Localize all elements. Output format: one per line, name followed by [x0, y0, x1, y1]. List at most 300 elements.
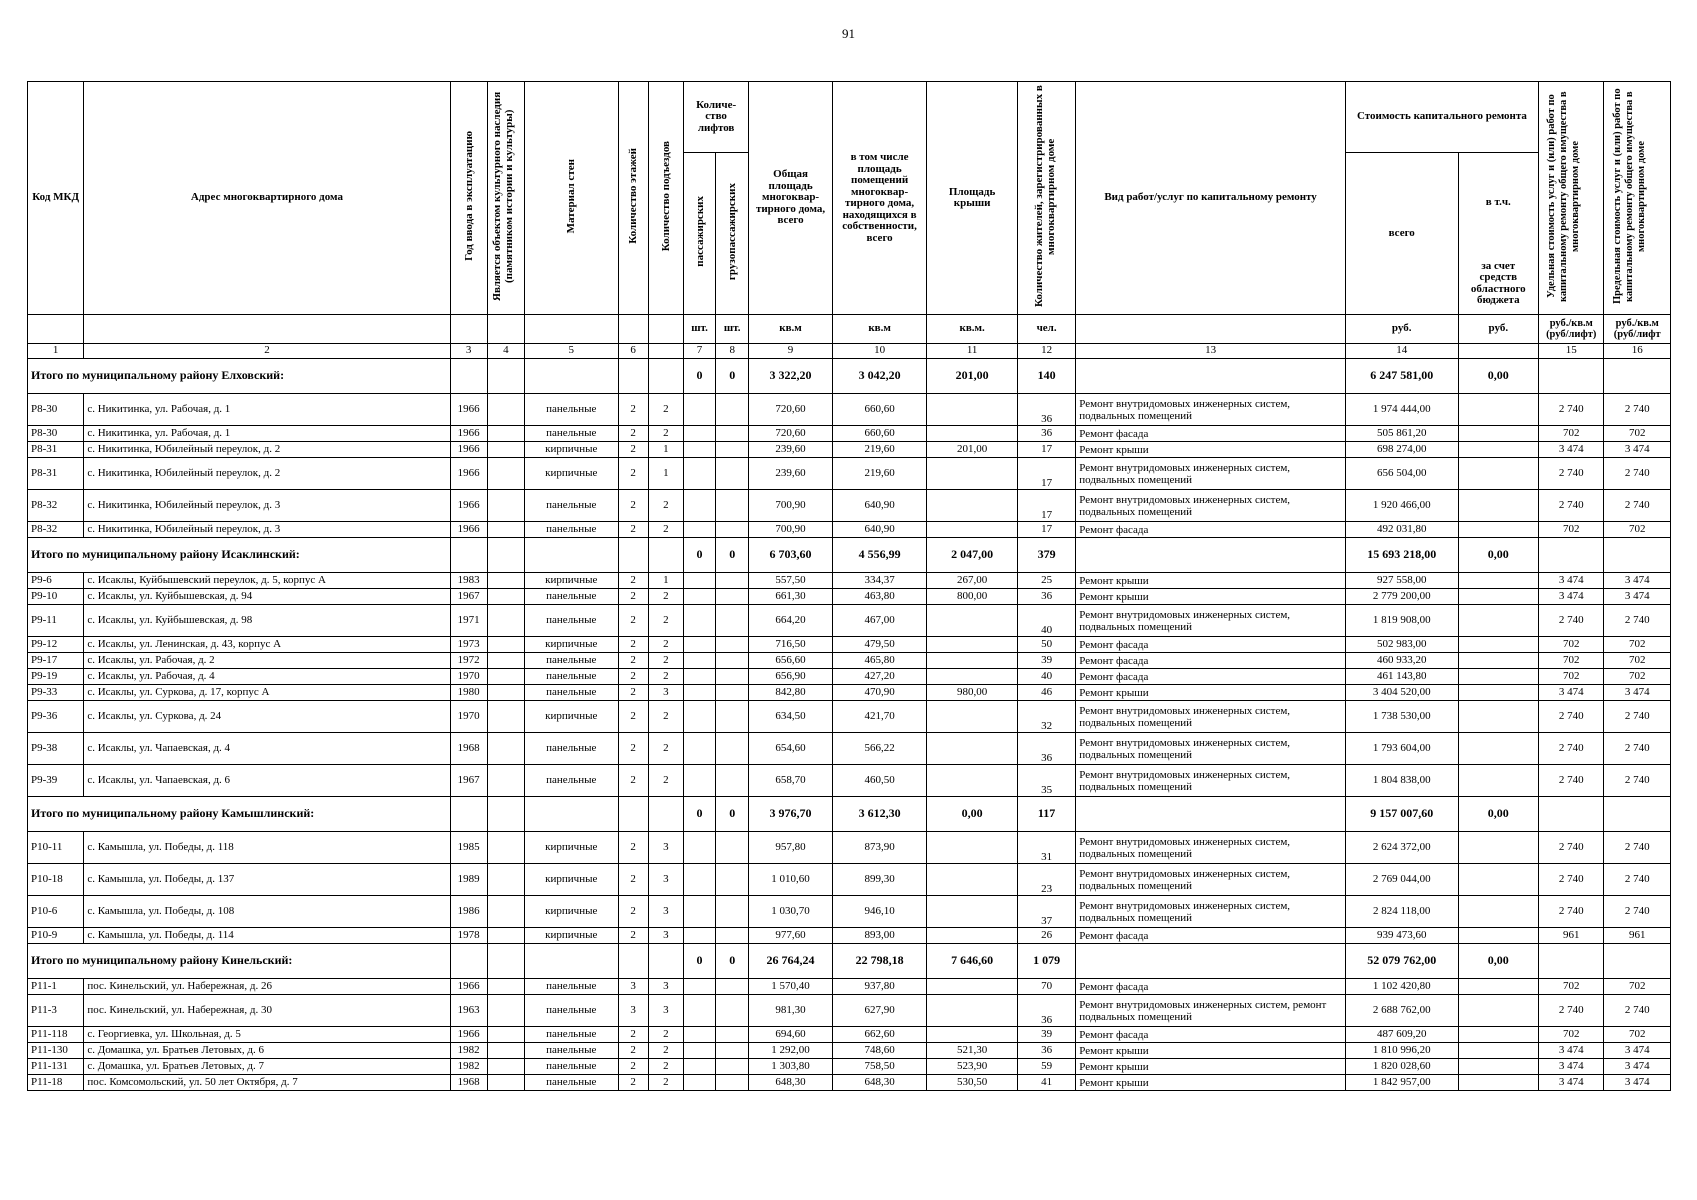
empty-cell [1076, 538, 1346, 573]
year: 1966 [450, 458, 487, 490]
mkd-code: Р8-30 [28, 394, 84, 426]
entrances: 3 [648, 864, 683, 896]
residents: 23 [1017, 864, 1075, 896]
total-regional: 0,00 [1458, 797, 1539, 832]
entrances: 2 [648, 1059, 683, 1075]
empty-cell [524, 538, 618, 573]
total-area: 6 703,60 [749, 538, 833, 573]
address: с. Никитинка, Юбилейный переулок, д. 3 [84, 490, 450, 522]
regional-cost [1458, 1027, 1539, 1043]
total-area: 26 764,24 [749, 944, 833, 979]
work-type: Ремонт крыши [1076, 1043, 1346, 1059]
mkd-code: Р11-130 [28, 1043, 84, 1059]
mkd-code: Р10-6 [28, 896, 84, 928]
cost: 1 804 838,00 [1345, 765, 1458, 797]
wall-material: панельные [524, 605, 618, 637]
year: 1966 [450, 442, 487, 458]
column-number: 2 [84, 344, 450, 359]
limit-cost: 2 740 [1604, 733, 1671, 765]
total-area: 3 322,20 [749, 359, 833, 394]
floors: 2 [618, 928, 648, 944]
heritage [487, 653, 524, 669]
residents: 70 [1017, 979, 1075, 995]
limit-cost: 2 740 [1604, 605, 1671, 637]
lifts-cargo [716, 995, 749, 1027]
total-area: 1 570,40 [749, 979, 833, 995]
address: с. Камышла, ул. Победы, д. 114 [84, 928, 450, 944]
limit-cost: 702 [1604, 653, 1671, 669]
year: 1985 [450, 832, 487, 864]
column-number: 4 [487, 344, 524, 359]
regional-cost [1458, 669, 1539, 685]
owned-area: 662,60 [832, 1027, 927, 1043]
work-type: Ремонт внутридомовых инженерных систем, подвальных помещений [1076, 765, 1346, 797]
column-number: 10 [832, 344, 927, 359]
address: с. Никитинка, ул. Рабочая, д. 1 [84, 394, 450, 426]
empty-cell [1604, 359, 1671, 394]
work-type: Ремонт фасада [1076, 928, 1346, 944]
column-number: 13 [1076, 344, 1346, 359]
year: 1968 [450, 1075, 487, 1091]
lifts-pass [683, 1027, 715, 1043]
total-area: 694,60 [749, 1027, 833, 1043]
wall-material: панельные [524, 765, 618, 797]
roof-area [927, 605, 1018, 637]
limit-cost: 3 474 [1604, 573, 1671, 589]
regional-cost [1458, 685, 1539, 701]
year: 1970 [450, 669, 487, 685]
header-work: Вид работ/услуг по капитальному ремонту [1076, 82, 1346, 315]
wall-material: панельные [524, 522, 618, 538]
column-number: 3 [450, 344, 487, 359]
work-type: Ремонт крыши [1076, 573, 1346, 589]
mkd-code: Р8-31 [28, 458, 84, 490]
owned-area: 421,70 [832, 701, 927, 733]
residents: 17 [1017, 442, 1075, 458]
header-regional: за счет средств областного бюджета [1458, 253, 1539, 314]
total-roof-area: 7 646,60 [927, 944, 1018, 979]
total-area: 3 976,70 [749, 797, 833, 832]
heritage [487, 928, 524, 944]
specific-cost: 702 [1539, 979, 1604, 995]
owned-area: 648,30 [832, 1075, 927, 1091]
address: с. Исаклы, ул. Чапаевская, д. 6 [84, 765, 450, 797]
table-row [28, 458, 1671, 490]
roof-area: 980,00 [927, 685, 1018, 701]
address: с. Исаклы, ул. Куйбышевская, д. 98 [84, 605, 450, 637]
owned-area: 873,90 [832, 832, 927, 864]
lifts-cargo [716, 864, 749, 896]
table-row [28, 573, 1671, 589]
entrances: 2 [648, 605, 683, 637]
cost: 505 861,20 [1345, 426, 1458, 442]
residents: 25 [1017, 573, 1075, 589]
column-number: 12 [1017, 344, 1075, 359]
empty-cell [1076, 944, 1346, 979]
lifts-pass [683, 995, 715, 1027]
mkd-code: Р11-118 [28, 1027, 84, 1043]
regional-cost [1458, 458, 1539, 490]
cost: 461 143,80 [1345, 669, 1458, 685]
roof-area [927, 522, 1018, 538]
lifts-pass [683, 896, 715, 928]
total-area: 557,50 [749, 573, 833, 589]
year: 1967 [450, 765, 487, 797]
district-total-label: Итого по муниципальному району Исаклинский: [28, 538, 451, 573]
floors: 2 [618, 589, 648, 605]
address: с. Георгиевка, ул. Школьная, д. 5 [84, 1027, 450, 1043]
limit-cost: 3 474 [1604, 1059, 1671, 1075]
owned-area: 427,20 [832, 669, 927, 685]
empty-cell [487, 538, 524, 573]
owned-area: 748,60 [832, 1043, 927, 1059]
work-type: Ремонт внутридомовых инженерных систем, подвальных помещений [1076, 733, 1346, 765]
empty-cell [648, 359, 683, 394]
lifts-pass [683, 685, 715, 701]
total-owned-area: 3 042,20 [832, 359, 927, 394]
heritage [487, 426, 524, 442]
lifts-cargo [716, 458, 749, 490]
lifts-cargo [716, 426, 749, 442]
empty-cell [1604, 797, 1671, 832]
total-area: 656,60 [749, 653, 833, 669]
floors: 2 [618, 733, 648, 765]
column-number: 5 [524, 344, 618, 359]
cost: 656 504,00 [1345, 458, 1458, 490]
limit-cost: 2 740 [1604, 765, 1671, 797]
empty-cell [1076, 797, 1346, 832]
cost: 2 824 118,00 [1345, 896, 1458, 928]
roof-area [927, 979, 1018, 995]
entrances: 1 [648, 442, 683, 458]
regional-cost [1458, 1059, 1539, 1075]
mkd-code: Р9-6 [28, 573, 84, 589]
wall-material: панельные [524, 589, 618, 605]
residents: 26 [1017, 928, 1075, 944]
entrances: 3 [648, 685, 683, 701]
empty-cell [450, 359, 487, 394]
mkd-code: Р9-10 [28, 589, 84, 605]
lifts-pass [683, 701, 715, 733]
floors: 3 [618, 995, 648, 1027]
limit-cost: 2 740 [1604, 490, 1671, 522]
table-row [28, 701, 1671, 733]
roof-area [927, 1027, 1018, 1043]
specific-cost: 2 740 [1539, 733, 1604, 765]
empty-cell [487, 359, 524, 394]
year: 1978 [450, 928, 487, 944]
header-limit-cost: Предельная стоимость услуг и (или) работ по капитальному ремонту общего имущества в многоквартирном доме [1604, 82, 1671, 315]
specific-cost: 2 740 [1539, 605, 1604, 637]
total-roof-area: 0,00 [927, 797, 1018, 832]
heritage [487, 995, 524, 1027]
work-type: Ремонт внутридомовых инженерных систем, подвальных помещений [1076, 701, 1346, 733]
roof-area [927, 637, 1018, 653]
residents: 46 [1017, 685, 1075, 701]
heritage [487, 605, 524, 637]
wall-material: кирпичные [524, 701, 618, 733]
address: пос. Кинельский, ул. Набережная, д. 30 [84, 995, 450, 1027]
heritage [487, 522, 524, 538]
regional-cost [1458, 637, 1539, 653]
mkd-code: Р8-31 [28, 442, 84, 458]
owned-area: 758,50 [832, 1059, 927, 1075]
cost: 1 738 530,00 [1345, 701, 1458, 733]
wall-material: панельные [524, 1027, 618, 1043]
residents: 36 [1017, 733, 1075, 765]
heritage [487, 864, 524, 896]
lifts-pass [683, 637, 715, 653]
unit-rub-per: руб./кв.м (руб/лифт) [1539, 315, 1604, 344]
heritage [487, 458, 524, 490]
specific-cost: 3 474 [1539, 1043, 1604, 1059]
owned-area: 640,90 [832, 490, 927, 522]
floors: 2 [618, 458, 648, 490]
work-type: Ремонт внутридомовых инженерных систем, подвальных помещений [1076, 864, 1346, 896]
floors: 2 [618, 522, 648, 538]
empty-cell [1604, 944, 1671, 979]
residents: 17 [1017, 458, 1075, 490]
total-area: 658,70 [749, 765, 833, 797]
column-number: 6 [618, 344, 648, 359]
lifts-pass [683, 1043, 715, 1059]
header-cost-total: всего [1345, 153, 1458, 315]
entrances: 2 [648, 490, 683, 522]
heritage [487, 765, 524, 797]
address: с. Никитинка, ул. Рабочая, д. 1 [84, 426, 450, 442]
lifts-pass [683, 864, 715, 896]
work-type: Ремонт внутридомовых инженерных систем, подвальных помещений [1076, 394, 1346, 426]
work-type: Ремонт крыши [1076, 685, 1346, 701]
roof-area [927, 669, 1018, 685]
specific-cost: 702 [1539, 653, 1604, 669]
heritage [487, 589, 524, 605]
owned-area: 465,80 [832, 653, 927, 669]
limit-cost: 2 740 [1604, 701, 1671, 733]
address: пос. Комсомольский, ул. 50 лет Октября, д. 7 [84, 1075, 450, 1091]
table-row [28, 589, 1671, 605]
specific-cost: 2 740 [1539, 832, 1604, 864]
header-entrances: Количество подъездов [648, 82, 683, 315]
table-row [28, 1075, 1671, 1091]
total-lifts-pass: 0 [683, 538, 715, 573]
address: с. Исаклы, Куйбышевский переулок, д. 5, корпус А [84, 573, 450, 589]
table-row [28, 522, 1671, 538]
work-type: Ремонт внутридомовых инженерных систем, подвальных помещений [1076, 490, 1346, 522]
work-type: Ремонт внутридомовых инженерных систем, подвальных помещений [1076, 896, 1346, 928]
regional-cost [1458, 864, 1539, 896]
total-cost: 15 693 218,00 [1345, 538, 1458, 573]
year: 1973 [450, 637, 487, 653]
mkd-code: Р9-33 [28, 685, 84, 701]
entrances: 2 [648, 426, 683, 442]
specific-cost: 702 [1539, 637, 1604, 653]
empty-cell [648, 944, 683, 979]
table-body [28, 359, 1671, 1091]
regional-cost [1458, 653, 1539, 669]
limit-cost: 3 474 [1604, 685, 1671, 701]
limit-cost: 3 474 [1604, 1075, 1671, 1091]
empty-cell [487, 944, 524, 979]
wall-material: панельные [524, 979, 618, 995]
cost: 2 688 762,00 [1345, 995, 1458, 1027]
empty-cell [524, 359, 618, 394]
regional-cost [1458, 490, 1539, 522]
table-row [28, 733, 1671, 765]
mkd-code: Р9-17 [28, 653, 84, 669]
wall-material: кирпичные [524, 458, 618, 490]
work-type: Ремонт внутридомовых инженерных систем, подвальных помещений [1076, 832, 1346, 864]
mkd-code: Р9-36 [28, 701, 84, 733]
column-number: 7 [683, 344, 715, 359]
total-area: 239,60 [749, 442, 833, 458]
entrances: 1 [648, 458, 683, 490]
floors: 2 [618, 1075, 648, 1091]
residents: 41 [1017, 1075, 1075, 1091]
mkd-code: Р11-1 [28, 979, 84, 995]
cost: 487 609,20 [1345, 1027, 1458, 1043]
owned-area: 460,50 [832, 765, 927, 797]
residents: 39 [1017, 1027, 1075, 1043]
total-area: 648,30 [749, 1075, 833, 1091]
cost: 1 920 466,00 [1345, 490, 1458, 522]
total-area: 661,30 [749, 589, 833, 605]
cost: 2 769 044,00 [1345, 864, 1458, 896]
roof-area [927, 653, 1018, 669]
lifts-pass [683, 669, 715, 685]
lifts-pass [683, 1059, 715, 1075]
entrances: 2 [648, 589, 683, 605]
owned-area: 470,90 [832, 685, 927, 701]
work-type: Ремонт фасада [1076, 669, 1346, 685]
floors: 2 [618, 832, 648, 864]
floors: 2 [618, 1059, 648, 1075]
unit-people: чел. [1017, 315, 1075, 344]
cost: 1 974 444,00 [1345, 394, 1458, 426]
lifts-pass [683, 394, 715, 426]
table-row [28, 637, 1671, 653]
residents: 37 [1017, 896, 1075, 928]
heritage [487, 1027, 524, 1043]
column-number: 8 [716, 344, 749, 359]
regional-cost [1458, 1043, 1539, 1059]
address: с. Камышла, ул. Победы, д. 137 [84, 864, 450, 896]
heritage [487, 832, 524, 864]
empty-cell [524, 797, 618, 832]
empty-cell [618, 359, 648, 394]
header-floors: Количество этажей [618, 82, 648, 315]
district-total-row [28, 359, 1671, 394]
total-residents: 140 [1017, 359, 1075, 394]
work-type: Ремонт фасада [1076, 637, 1346, 653]
limit-cost: 3 474 [1604, 589, 1671, 605]
year: 1980 [450, 685, 487, 701]
specific-cost: 2 740 [1539, 490, 1604, 522]
roof-area: 523,90 [927, 1059, 1018, 1075]
cost: 2 624 372,00 [1345, 832, 1458, 864]
owned-area: 566,22 [832, 733, 927, 765]
empty-cell [450, 797, 487, 832]
table-row [28, 394, 1671, 426]
regional-cost [1458, 928, 1539, 944]
residents: 17 [1017, 522, 1075, 538]
lifts-cargo [716, 896, 749, 928]
heritage [487, 896, 524, 928]
specific-cost: 2 740 [1539, 701, 1604, 733]
lifts-pass [683, 979, 715, 995]
district-total-row [28, 944, 1671, 979]
mkd-code: Р9-39 [28, 765, 84, 797]
year: 1966 [450, 1027, 487, 1043]
lifts-pass [683, 928, 715, 944]
limit-cost: 961 [1604, 928, 1671, 944]
mkd-code: Р10-9 [28, 928, 84, 944]
heritage [487, 490, 524, 522]
owned-area: 627,90 [832, 995, 927, 1027]
total-cost: 9 157 007,60 [1345, 797, 1458, 832]
work-type: Ремонт крыши [1076, 1059, 1346, 1075]
work-type: Ремонт крыши [1076, 589, 1346, 605]
lifts-cargo [716, 522, 749, 538]
column-number: 14 [1345, 344, 1458, 359]
roof-area [927, 896, 1018, 928]
floors: 2 [618, 490, 648, 522]
total-cost: 52 079 762,00 [1345, 944, 1458, 979]
residents: 36 [1017, 426, 1075, 442]
mkd-code: Р9-12 [28, 637, 84, 653]
unit-rub: руб. [1458, 315, 1539, 344]
entrances: 2 [648, 394, 683, 426]
owned-area: 640,90 [832, 522, 927, 538]
header-lifts-cargo: грузопассажирских [716, 153, 749, 315]
year: 1966 [450, 979, 487, 995]
floors: 2 [618, 653, 648, 669]
wall-material: панельные [524, 685, 618, 701]
roof-area: 521,30 [927, 1043, 1018, 1059]
specific-cost: 2 740 [1539, 765, 1604, 797]
entrances: 1 [648, 573, 683, 589]
regional-cost [1458, 605, 1539, 637]
empty-cell [1539, 944, 1604, 979]
header-roof-area: Площадь крыши [927, 82, 1018, 315]
empty-cell [524, 944, 618, 979]
district-total-label: Итого по муниципальному району Камышлинский: [28, 797, 451, 832]
table-row [28, 995, 1671, 1027]
table-row [28, 685, 1671, 701]
cost: 2 779 200,00 [1345, 589, 1458, 605]
roof-area [927, 765, 1018, 797]
total-lifts-cargo: 0 [716, 797, 749, 832]
entrances: 2 [648, 701, 683, 733]
lifts-pass [683, 653, 715, 669]
district-total-row [28, 538, 1671, 573]
lifts-cargo [716, 605, 749, 637]
cost: 502 983,00 [1345, 637, 1458, 653]
column-number: 9 [749, 344, 833, 359]
wall-material: панельные [524, 394, 618, 426]
lifts-pass [683, 458, 715, 490]
total-cost: 6 247 581,00 [1345, 359, 1458, 394]
column-number: 11 [927, 344, 1018, 359]
total-area: 720,60 [749, 426, 833, 442]
total-area: 656,90 [749, 669, 833, 685]
mkd-code: Р9-38 [28, 733, 84, 765]
lifts-pass [683, 573, 715, 589]
total-roof-area: 2 047,00 [927, 538, 1018, 573]
empty-cell [618, 797, 648, 832]
lifts-cargo [716, 979, 749, 995]
table-row [28, 1059, 1671, 1075]
